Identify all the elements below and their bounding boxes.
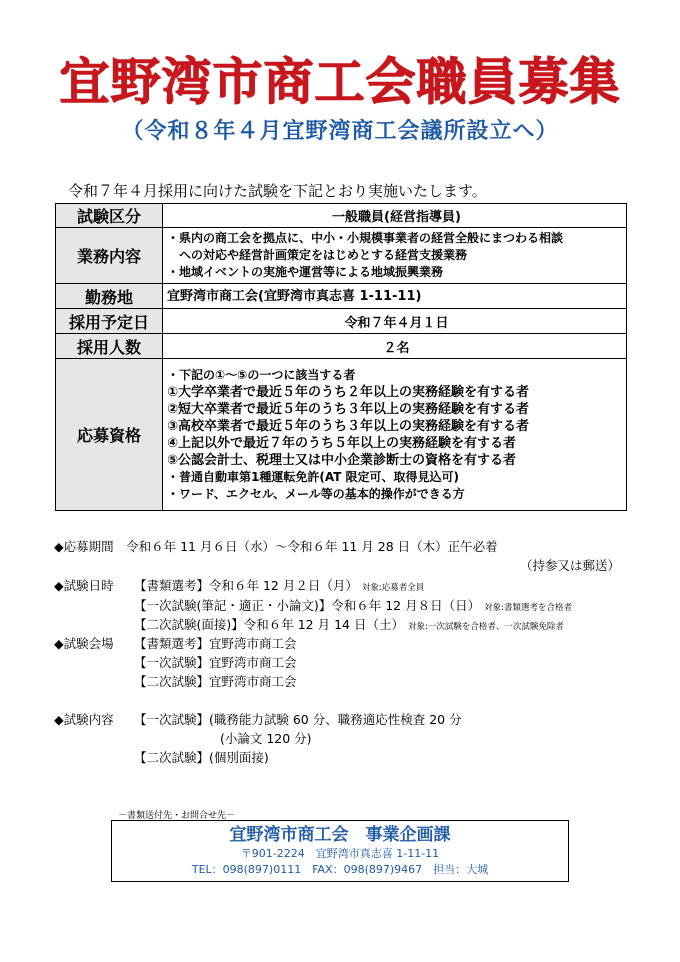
count-label: 採用人数	[56, 334, 163, 359]
content-heading: ◆試験内容	[54, 712, 114, 727]
qualification-line: ③高校卒業者で最近５年のうち３年以上の実務経験を有する者	[167, 418, 530, 434]
qualification-line: ④上記以外で最近７年のうち５年以上の実務経験を有する者	[167, 435, 517, 451]
exam-date-second-text: 【二次試験(面接)】令和６年 12 月 14 日（土）	[134, 617, 404, 632]
content-first: 【一次試験】(職務能力試験 60 分、職務適応性検査 20 分	[134, 712, 462, 727]
workplace-label: 勤務地	[56, 284, 163, 309]
contact-address: 〒901-2224 宜野湾市真志喜 1-11-11	[240, 847, 440, 860]
venue-heading: ◆試験会場	[54, 636, 114, 651]
qualification-line: ②短大卒業者で最近５年のうち３年以上の実務経験を有する者	[167, 401, 530, 417]
venue-second: 【二次試験】宜野湾市商工会	[134, 674, 297, 689]
application-method-note: （持参又は郵送）	[520, 558, 621, 573]
qualification-line: ・普通自動車第1種運転免許(AT 限定可、取得見込可)	[167, 469, 460, 484]
requirements-table	[55, 203, 627, 511]
venue-document: 【書類選考】宜野湾市商工会	[134, 636, 297, 651]
qualification-cell	[163, 359, 627, 511]
table-row	[56, 284, 627, 309]
date-label: 採用予定日	[56, 309, 163, 334]
exam-date-first-note: 対象:書類選考を合格者	[484, 603, 572, 613]
contact-box	[111, 820, 569, 882]
duty-line: への対応や経営計画策定をはじめとする経営支援業務	[167, 248, 468, 262]
table-row	[56, 359, 627, 511]
contact-name: 宜野湾市商工会 事業企画課	[229, 825, 451, 845]
qualification-line: ①大学卒業者で最近５年のうち２年以上の実務経験を有する者	[167, 384, 530, 400]
contact-phone: TEL：098(897)0111 FAX：098(897)9467 担当：大城	[191, 863, 489, 876]
qualification-label: 応募資格	[56, 359, 163, 511]
duty-line: ・地域イベントの実施や運営等による地域振興業務	[167, 265, 444, 279]
application-period: ◆応募期間 令和６年 11 月６日（水）～令和６年 11 月 28 日（木）正午必着	[54, 539, 498, 554]
duties-label: 業務内容	[56, 228, 163, 284]
exam-date-first-text: 【一次試験(筆記・適正・小論文)】令和６年 12 月８日（日）	[134, 598, 481, 613]
qualification-line: ⑤公認会計士、税理士又は中小企業診断士の資格を有する者	[167, 452, 517, 468]
page-subtitle: （令和８年４月宜野湾商工会議所設立へ）	[121, 119, 559, 144]
qualification-line: ・ワード、エクセル、メール等の基本的操作ができる方	[167, 486, 465, 501]
table-row	[56, 228, 627, 284]
content-first-essay: (小論文 120 分)	[220, 731, 312, 746]
qualification-line: ・下記の①～⑤の一つに該当する者	[167, 367, 356, 382]
date-value: 令和７年４月１日	[163, 309, 627, 334]
venue-first: 【一次試験】宜野湾市商工会	[134, 655, 297, 670]
page-title: 宜野湾市商工会職員募集	[59, 53, 621, 111]
table-row	[56, 334, 627, 359]
content-second: 【二次試験】(個別面接)	[134, 750, 269, 765]
exam-date-second-note: 対象:一次試験を合格者、一次試験免除者	[407, 622, 564, 632]
category-value: 一般職員(経営指導員)	[163, 204, 627, 228]
count-value: ２名	[163, 334, 627, 359]
category-label: 試験区分	[56, 204, 163, 228]
exam-date-document-note: 対象:応募者全員	[361, 583, 425, 593]
contact-caption: －書類送付先・お問合せ先－	[118, 811, 236, 821]
duties-cell	[163, 228, 627, 284]
table-row	[56, 204, 627, 228]
table-row	[56, 309, 627, 334]
workplace-value: 宜野湾市商工会(宜野湾市真志喜 1-11-11)	[163, 284, 627, 309]
exam-date-heading: ◆試験日時	[54, 578, 114, 593]
exam-date-document	[134, 576, 424, 598]
exam-date-document-text: 【書類選考】令和６年 12 月２日（月）	[134, 578, 358, 593]
intro-text: 令和７年４月採用に向けた試験を下記とおり実施いたします。	[68, 182, 487, 200]
duty-line: ・県内の商工会を拠点に、中小・小規模事業者の経営全般にまつわる相談	[167, 231, 564, 245]
